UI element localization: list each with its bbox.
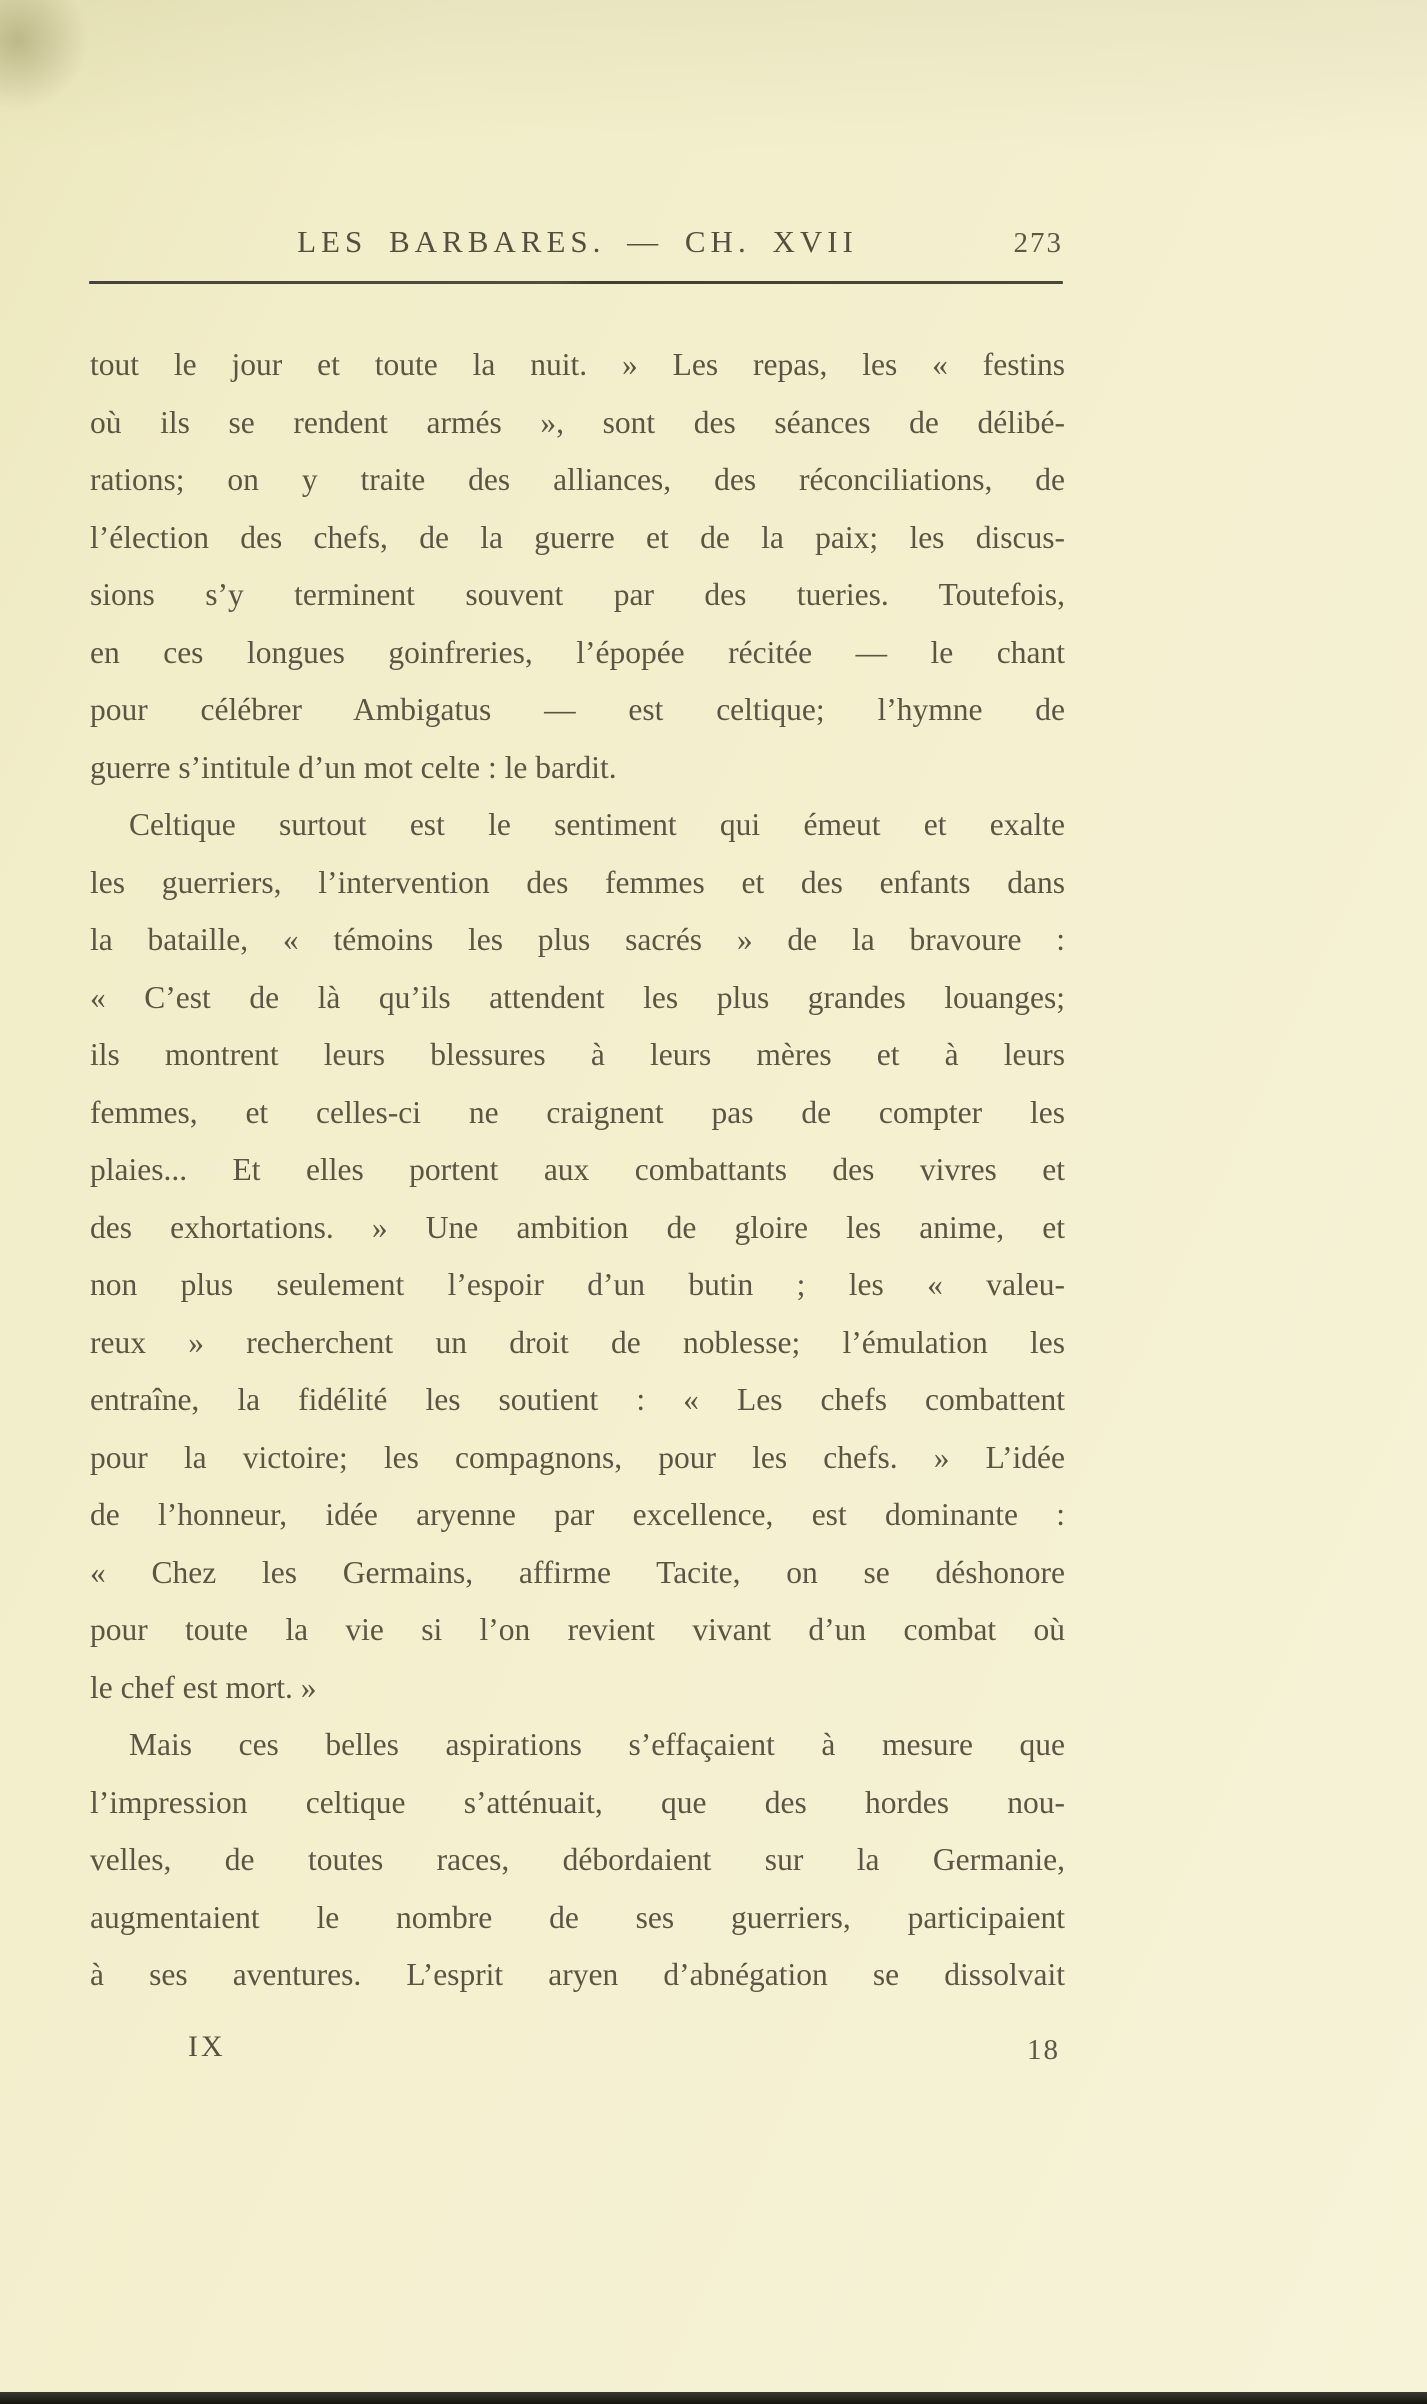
header-rule bbox=[89, 281, 1063, 284]
text-line: ils montrent leurs blessures à leurs mères et à leurs bbox=[90, 1037, 1065, 1072]
running-header bbox=[90, 224, 1065, 266]
text-line: pour célébrer Ambigatus — est celtique; l’hymne de bbox=[90, 692, 1065, 727]
text-line: femmes, et celles-ci ne craignent pas de compter les bbox=[90, 1094, 1065, 1130]
text-line: pour toute la vie si l’on revient vivant d’un combat où bbox=[90, 1612, 1065, 1647]
text-line: le chef est mort. » bbox=[90, 1669, 317, 1705]
text-line: velles, de toutes races, débordaient sur la Germanie, bbox=[90, 1842, 1065, 1877]
text-line: tout le jour et toute la nuit. » Les repas, les « festins bbox=[90, 347, 1065, 382]
text-line: l’impression celtique s’atténuait, que des hordes nou- bbox=[90, 1784, 1065, 1820]
text-line: augmentaient le nombre de ses guerriers, participaient bbox=[90, 1899, 1065, 1935]
sheet-number: 18 bbox=[1027, 2034, 1060, 2066]
signature-mark: IX bbox=[188, 2030, 226, 2063]
paragraph bbox=[90, 796, 1065, 1716]
text-line: plaies... Et elles portent aux combattants des vivres et bbox=[90, 1152, 1065, 1187]
text-line: des exhortations. » Une ambition de gloire les anime, et bbox=[90, 1209, 1065, 1245]
text-line: l’élection des chefs, de la guerre et de la paix; les discus- bbox=[90, 519, 1065, 555]
text-line: entraîne, la fidélité les soutient : « Les chefs combattent bbox=[90, 1382, 1065, 1417]
text-line: où ils se rendent armés », sont des séances de délibé- bbox=[90, 404, 1065, 440]
paragraph bbox=[90, 1716, 1065, 2004]
text-line: « C’est de là qu’ils attendent les plus grandes louanges; bbox=[90, 979, 1065, 1015]
running-header-title: LES BARBARES. — CH. XVII bbox=[297, 224, 858, 259]
text-line: la bataille, « témoins les plus sacrés » de la bravoure : bbox=[90, 922, 1065, 957]
text-line: guerre s’intitule d’un mot celte : le bardit. bbox=[90, 749, 617, 785]
text-line: de l’honneur, idée aryenne par excellence, est dominante : bbox=[90, 1497, 1065, 1532]
text-line: Mais ces belles aspirations s’effaçaient à mesure que bbox=[129, 1727, 1065, 1762]
text-line: à ses aventures. L’esprit aryen d’abnégation se dissolvait bbox=[90, 1957, 1065, 1992]
paragraph bbox=[90, 336, 1065, 796]
text-line: pour la victoire; les compagnons, pour les chefs. » L’idée bbox=[90, 1439, 1065, 1475]
text-line: « Chez les Germains, affirme Tacite, on se déshonore bbox=[90, 1554, 1065, 1590]
text-line: sions s’y terminent souvent par des tueries. Toutefois, bbox=[90, 577, 1065, 612]
text-line: non plus seulement l’espoir d’un butin ; les « valeu- bbox=[90, 1267, 1065, 1302]
scan-edge-bar bbox=[0, 2392, 1427, 2404]
text-line: Celtique surtout est le sentiment qui émeut et exalte bbox=[129, 807, 1065, 842]
text-line: rations; on y traite des alliances, des réconciliations, de bbox=[90, 462, 1065, 497]
text-line: en ces longues goinfreries, l’épopée récitée — le chant bbox=[90, 634, 1065, 670]
text-line: reux » recherchent un droit de noblesse; l’émulation les bbox=[90, 1324, 1065, 1360]
text-line: les guerriers, l’intervention des femmes et des enfants dans bbox=[90, 864, 1065, 900]
page-number: 273 bbox=[1013, 227, 1063, 259]
body-text bbox=[90, 336, 1065, 2004]
